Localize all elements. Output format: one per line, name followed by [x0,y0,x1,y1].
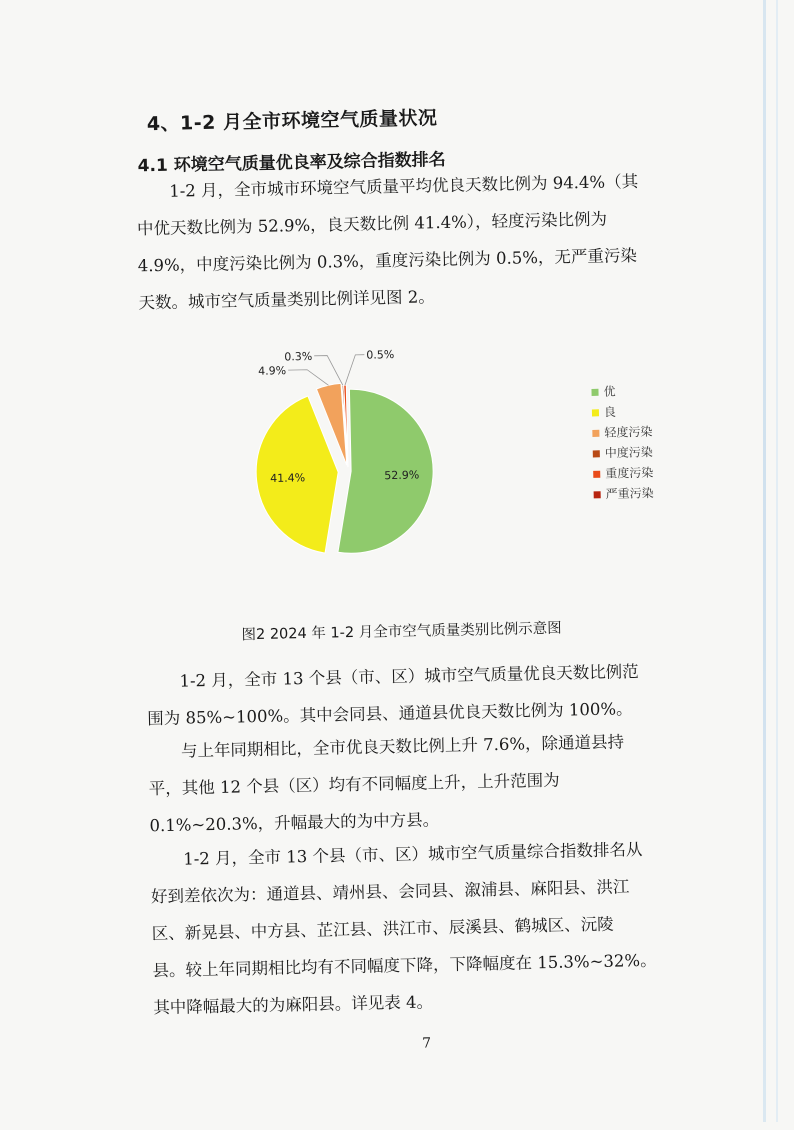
pie-leader-line [288,369,328,386]
paragraph-3-line: 与上年同期相比，全市优良天数比例上升 7.6%，除通道县持 [180,732,625,761]
paragraph-4-line: 县。较上年同期相比均有不同幅度下降，下降幅度在 15.3%~32%。 [152,950,657,981]
paragraph-2-line: 1-2 月，全市 13 个县（市、区）城市空气质量优良天数比例范 [179,662,639,691]
subsection-title: 4.1 环境空气质量优良率及综合指数排名 [137,149,446,177]
paragraph-1-line: 天数。城市空气质量类别比例详见图 2。 [138,287,435,313]
legend-swatch [591,389,598,396]
legend-swatch [592,409,599,416]
legend-entry: 轻度污染 [604,424,653,440]
pie-data-label: 4.9% [258,364,287,378]
page-number: 7 [421,1035,432,1052]
section-title: 4、1-2 月全市环境空气质量状况 [146,107,438,136]
legend-swatch [594,491,601,498]
legend-swatch [592,430,599,437]
legend-entry: 中度污染 [604,445,653,461]
paragraph-3-line: 0.1%~20.3%，升幅最大的为中方县。 [149,810,440,836]
paragraph-4-line: 好到差依次为：通道县、靖州县、会同县、溆浦县、麻阳县、洪江 [150,877,630,907]
pie-chart [206,339,691,579]
legend-swatch [593,471,600,478]
legend-entry: 良 [603,404,617,420]
legend-entry: 重度污染 [605,465,654,481]
paragraph-4 [150,830,714,1027]
pie-chart-svg [206,339,691,579]
pie-data-label: 52.9% [384,468,420,483]
paragraph-4-line: 1-2 月，全市 13 个县（市、区）城市空气质量综合指数排名从 [183,839,643,869]
figure-caption: 图2 2024 年 1-2 月全市空气质量类别比例示意图 [241,620,562,644]
paragraph-3 [148,722,710,845]
paragraph-2-line: 围为 85%~100%。其中会同县、通道县优良天数比例为 100%。 [147,699,633,729]
legend-entry: 优 [603,384,616,399]
paragraph-3-line: 平，其他 12 个县（区）均有不同幅度上升，上升范围为 [148,770,560,799]
pie-leader-line [314,355,343,386]
pie-data-label: 0.3% [284,349,313,364]
paragraph-1-line: 中优天数比例为 52.9%，良天数比例 41.4%），轻度污染比例为 [136,209,608,239]
pie-data-label: 41.4% [270,471,306,486]
legend-swatch [593,450,600,457]
paragraph-1-line: 4.9%，中度污染比例为 0.3%，重度污染比例为 0.5%，无严重污染 [137,245,638,276]
pie-data-label: 0.5% [366,348,395,362]
paragraph-1 [136,162,699,322]
paragraph-1-line: 1-2 月，全市城市环境空气质量平均优良天数比例为 94.4%（其 [169,171,639,201]
paragraph-4-line: 区、新晃县、中方县、芷江县、洪江市、辰溪县、鹤城区、沅陵 [151,914,614,944]
pie-leader-line [344,355,365,385]
paragraph-4-line: 其中降幅最大的为麻阳县。详见表 4。 [153,992,434,1018]
legend-entry: 严重污染 [605,486,654,502]
